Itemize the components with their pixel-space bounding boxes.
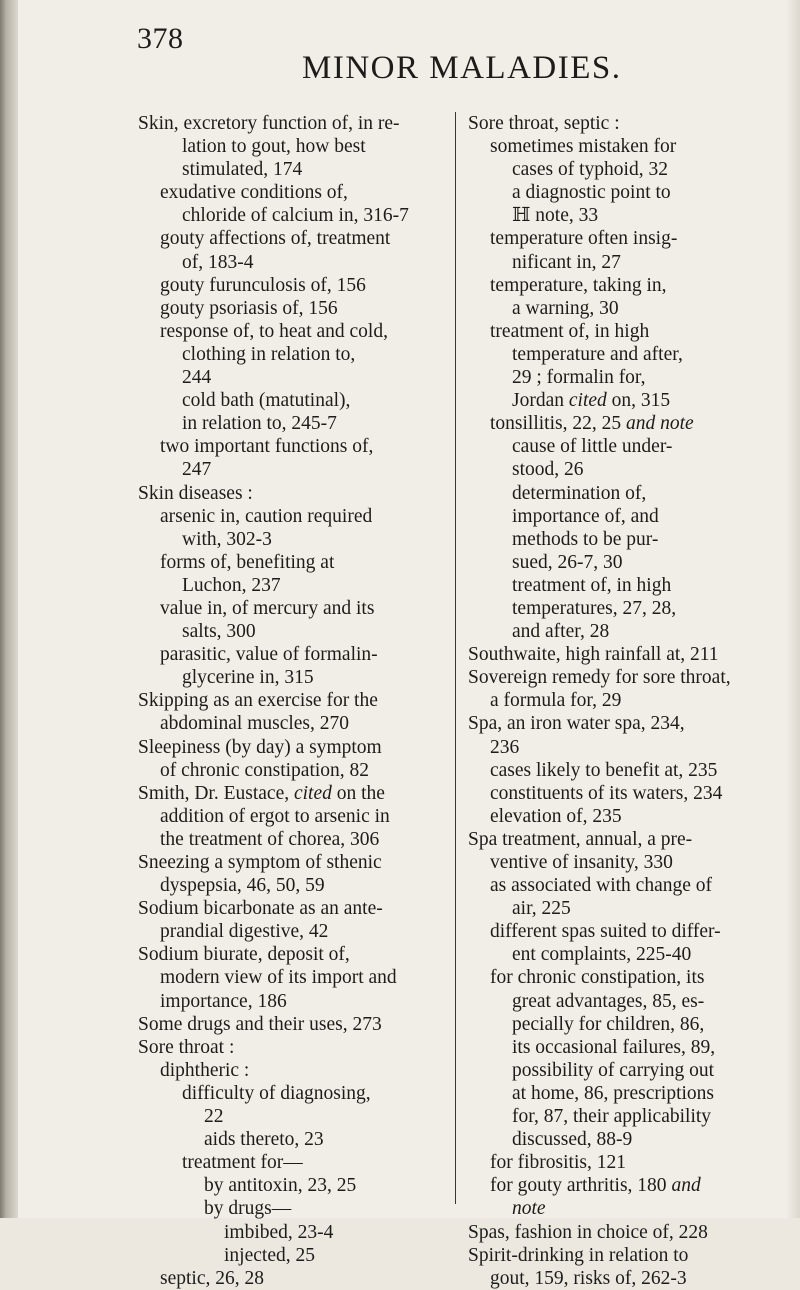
index-entry-italic: and note [625, 413, 694, 435]
index-entry-text: Spa treatment, annual, a pre- [468, 828, 693, 850]
index-entry [138, 943, 443, 966]
index-entry [138, 643, 443, 666]
index-entry [468, 227, 768, 250]
index-entry [138, 874, 443, 897]
index-entry [138, 389, 443, 412]
index-entry [138, 320, 443, 343]
index-entry-text: ℍ note, 33 [512, 205, 599, 227]
index-entry-text: gouty psoriasis of, 156 [160, 297, 338, 319]
index-entry-text: 244 [182, 367, 212, 389]
index-entry [138, 1105, 443, 1128]
index-entry [138, 1082, 443, 1105]
index-entry-text: response of, to heat and cold, [160, 320, 388, 342]
index-entry [138, 620, 443, 643]
index-entry [138, 1221, 443, 1244]
index-entry-text: Some drugs and their uses, 273 [138, 1013, 382, 1035]
index-entry-text: on, 315 [606, 390, 671, 412]
index-entry-text: addition of ergot to arsenic in [160, 805, 390, 827]
index-entry [138, 412, 443, 435]
index-entry-text: and after, 28 [512, 621, 610, 643]
index-entry-text: difficulty of diagnosing, [182, 1082, 371, 1104]
index-entry-text: of chronic constipation, 82 [160, 759, 370, 781]
index-entry [468, 1059, 768, 1082]
index-entry-text: a warning, 30 [512, 297, 619, 319]
index-entry [138, 366, 443, 389]
column-rule [455, 112, 456, 1204]
index-entry [138, 597, 443, 620]
index-entry [468, 597, 768, 620]
index-entry-text: with, 302-3 [182, 528, 272, 550]
index-entry [468, 759, 768, 782]
index-entry-text: Smith, Dr. Eustace, [138, 782, 294, 804]
index-entry-text: treatment of, in high [512, 574, 672, 596]
index-entry-text: imbibed, 23-4 [224, 1221, 334, 1243]
index-entry [468, 712, 768, 735]
index-entry [468, 181, 768, 204]
index-entry-text: methods to be pur- [512, 528, 659, 550]
index-entry-text: gouty furunculosis of, 156 [160, 274, 366, 296]
page-edge-shadow [786, 0, 800, 1218]
index-entry-text: for gouty arthritis, 180 [490, 1175, 672, 1197]
index-entry [468, 135, 768, 158]
index-entry [468, 943, 768, 966]
index-entry [138, 528, 443, 551]
index-entry-text: cause of little under- [512, 436, 673, 458]
index-entry [468, 990, 768, 1013]
index-entry-text: value in, of mercury and its [160, 597, 375, 619]
index-entry-text: on the [331, 782, 385, 804]
index-entry [468, 782, 768, 805]
index-entry [468, 666, 768, 689]
index-entry [468, 343, 768, 366]
index-entry [138, 297, 443, 320]
index-entry-text: determination of, [512, 482, 647, 504]
index-entry-text: treatment of, in high [490, 320, 650, 342]
index-entry [138, 782, 443, 805]
index-entry-text: forms of, benefiting at [160, 551, 335, 573]
index-entry-text: Sovereign remedy for sore throat, [468, 667, 731, 689]
index-entry [138, 1174, 443, 1197]
index-entry-text: by drugs— [204, 1198, 292, 1220]
index-entry [138, 712, 443, 735]
index-entry [468, 689, 768, 712]
index-entry [468, 1244, 768, 1267]
index-entry [138, 343, 443, 366]
index-entry-text: treatment for— [182, 1152, 303, 1174]
index-entry [468, 458, 768, 481]
index-entry [468, 297, 768, 320]
index-entry-text: ventive of insanity, 330 [490, 852, 673, 873]
index-entry-text: discussed, 88-9 [512, 1129, 633, 1151]
index-entry-text: lation to gout, how best [182, 136, 366, 158]
index-entry [138, 158, 443, 181]
index-entry [138, 112, 443, 135]
index-entry-text: prandial digestive, 42 [160, 921, 329, 943]
index-entry [138, 736, 443, 759]
index-entry [468, 1082, 768, 1105]
book-binding-edge [0, 0, 18, 1218]
index-entry-text: Sore throat : [138, 1036, 235, 1058]
index-entry [138, 666, 443, 689]
index-entry-text: of, 183-4 [182, 251, 254, 273]
index-entry [468, 274, 768, 297]
index-entry [138, 482, 443, 505]
index-entry-text: Spirit-drinking in relation to [468, 1244, 689, 1266]
index-entry [138, 551, 443, 574]
index-entry [468, 897, 768, 920]
index-entry [138, 505, 443, 528]
index-entry-text: constituents of its waters, 234 [490, 782, 723, 804]
index-entry [468, 1128, 768, 1151]
index-entry [468, 736, 768, 759]
index-entry [468, 1221, 768, 1244]
index-entry [468, 320, 768, 343]
index-entry-text: for fibrositis, 121 [490, 1152, 626, 1174]
index-entry [468, 828, 768, 851]
index-column-left [138, 112, 443, 1290]
index-entry-text: Sodium bicarbonate as an ante- [138, 898, 383, 920]
index-entry-text: 247 [182, 459, 212, 481]
index-entry-text: temperature, taking in, [490, 274, 667, 296]
index-entry [138, 274, 443, 297]
index-entry-text: Skin, excretory function of, in re- [138, 113, 400, 134]
index-entry [468, 505, 768, 528]
index-entry [468, 112, 768, 135]
index-entry [138, 851, 443, 874]
index-entry [138, 1244, 443, 1267]
page-number: 378 [137, 22, 184, 55]
index-entry [468, 620, 768, 643]
index-entry-text: Sore throat, septic : [468, 113, 620, 134]
index-entry-text: for, 87, their applicability [512, 1106, 712, 1128]
index-entry-text: modern view of its import and [160, 967, 397, 989]
index-entry [138, 990, 443, 1013]
index-column-right [468, 112, 768, 1290]
index-entry-text: gouty affections of, treatment [160, 228, 391, 250]
index-entry [468, 805, 768, 828]
index-entry-text: different spas suited to differ- [490, 921, 721, 943]
index-entry [138, 1197, 443, 1220]
index-entry [468, 966, 768, 989]
index-entry [138, 828, 443, 851]
index-entry-text: 29 ; formalin for, [512, 367, 646, 389]
index-entry [138, 1267, 443, 1290]
index-entry [468, 1013, 768, 1036]
index-entry [138, 920, 443, 943]
index-entry-text: pecially for children, 86, [512, 1013, 705, 1035]
index-entry [138, 1036, 443, 1059]
index-entry-text: air, 225 [512, 898, 571, 920]
index-entry-text: sometimes mistaken for [490, 136, 677, 158]
index-entry-text: for chronic constipation, its [490, 967, 705, 989]
index-entry-text: importance of, and [512, 505, 659, 527]
index-entry-text: two important functions of, [160, 436, 374, 458]
index-entry [138, 1128, 443, 1151]
index-entry-text: stood, 26 [512, 459, 584, 481]
index-entry-text: diphtheric : [160, 1059, 250, 1081]
index-entry-text: cold bath (matutinal), [182, 390, 351, 412]
index-entry-text: cases likely to benefit at, 235 [490, 759, 718, 781]
index-entry-text: at home, 86, prescriptions [512, 1082, 714, 1104]
index-entry [468, 158, 768, 181]
index-entry-text: Sodium biurate, deposit of, [138, 944, 350, 966]
index-entry-italic: and [671, 1175, 701, 1197]
index-entry-text: elevation of, 235 [490, 805, 622, 827]
index-entry [468, 528, 768, 551]
index-entry [468, 1105, 768, 1128]
index-entry [468, 366, 768, 389]
index-entry-text: temperature often insig- [490, 228, 678, 250]
index-entry-text: aids thereto, 23 [204, 1129, 324, 1151]
index-entry [468, 920, 768, 943]
index-entry-text: nificant in, 27 [512, 251, 621, 273]
index-entry-text: 236 [490, 736, 520, 758]
index-entry-italic: cited [293, 782, 332, 804]
index-entry-text: Spa, an iron water spa, 234, [468, 713, 685, 735]
index-entry [138, 1013, 443, 1036]
index-entry [138, 1151, 443, 1174]
index-entry [138, 458, 443, 481]
index-entry-text: injected, 25 [224, 1244, 315, 1266]
index-entry [468, 389, 768, 412]
index-entry [468, 643, 768, 666]
index-entry [138, 805, 443, 828]
index-entry-text: by antitoxin, 23, 25 [204, 1175, 357, 1197]
index-entry-italic: cited [568, 390, 607, 412]
index-entry-text: tonsillitis, 22, 25 [490, 413, 626, 435]
index-entry [468, 204, 768, 227]
index-entry-text: Southwaite, high rainfall at, 211 [468, 644, 719, 666]
index-entry-text: great advantages, 85, es- [512, 990, 705, 1012]
index-entry [468, 1197, 768, 1220]
index-entry-text: exudative conditions of, [160, 182, 348, 204]
index-entry-text: importance, 186 [160, 990, 287, 1012]
index-entry-text: in relation to, 245-7 [182, 413, 337, 435]
index-entry-text: stimulated, 174 [182, 159, 303, 181]
index-entry [468, 412, 768, 435]
index-entry [468, 435, 768, 458]
index-entry-text: ent complaints, 225-40 [512, 944, 692, 966]
index-entry-text: dyspepsia, 46, 50, 59 [160, 875, 325, 897]
index-entry [468, 1151, 768, 1174]
index-entry-text: possibility of carrying out [512, 1059, 715, 1081]
index-entry-text: a diagnostic point to [512, 182, 671, 204]
index-entry-text: salts, 300 [182, 621, 256, 643]
index-entry [138, 1059, 443, 1082]
index-entry-text: septic, 26, 28 [160, 1267, 264, 1289]
index-entry [138, 251, 443, 274]
index-entry-text: abdominal muscles, 270 [160, 713, 350, 735]
index-entry [138, 181, 443, 204]
index-entry-text: Spas, fashion in choice of, 228 [468, 1221, 708, 1243]
index-entry-text: gout, 159, risks of, 262-3 [490, 1267, 687, 1289]
index-entry [138, 689, 443, 712]
index-entry-text: glycerine in, 315 [182, 667, 314, 689]
index-entry [138, 435, 443, 458]
index-entry [468, 1267, 768, 1290]
index-entry [468, 482, 768, 505]
index-entry-text: Sneezing a symptom of sthenic [138, 852, 382, 873]
index-entry [138, 227, 443, 250]
index-entry-text: sued, 26-7, 30 [512, 551, 623, 573]
index-entry [138, 966, 443, 989]
index-entry-text: the treatment of chorea, 306 [160, 828, 380, 850]
index-entry-text: Jordan [512, 390, 569, 412]
index-entry-text: parasitic, value of formalin- [160, 644, 378, 666]
index-entry-text: arsenic in, caution required [160, 505, 373, 527]
index-entry [138, 204, 443, 227]
index-entry [138, 897, 443, 920]
index-entry-text: 22 [204, 1106, 224, 1128]
index-entry-text: Sleepiness (by day) a symptom [138, 736, 382, 758]
index-entry [138, 574, 443, 597]
index-entry [468, 874, 768, 897]
index-entry-text: cases of typhoid, 32 [512, 159, 668, 181]
index-entry-text: clothing in relation to, [182, 343, 356, 365]
index-entry [468, 1036, 768, 1059]
index-entry-text: chloride of calcium in, 316-7 [182, 205, 409, 227]
index-entry-text: Skin diseases : [138, 482, 253, 504]
index-entry-text: Luchon, 237 [182, 574, 281, 596]
index-entry [468, 551, 768, 574]
index-entry-text: temperatures, 27, 28, [512, 597, 677, 619]
index-entry [468, 1174, 768, 1197]
index-entry [468, 574, 768, 597]
index-entry-text: temperature and after, [512, 343, 683, 365]
index-entry-text: a formula for, 29 [490, 690, 622, 712]
index-entry-text: Skipping as an exercise for the [138, 690, 378, 712]
index-entry [138, 135, 443, 158]
index-entry [468, 851, 768, 874]
running-head: MINOR MALADIES. [302, 50, 622, 86]
index-entry [468, 251, 768, 274]
index-entry [138, 759, 443, 782]
index-entry-text: as associated with change of [490, 875, 713, 897]
index-entry-text: its occasional failures, 89, [512, 1036, 716, 1058]
index-entry-italic: note [512, 1198, 546, 1220]
